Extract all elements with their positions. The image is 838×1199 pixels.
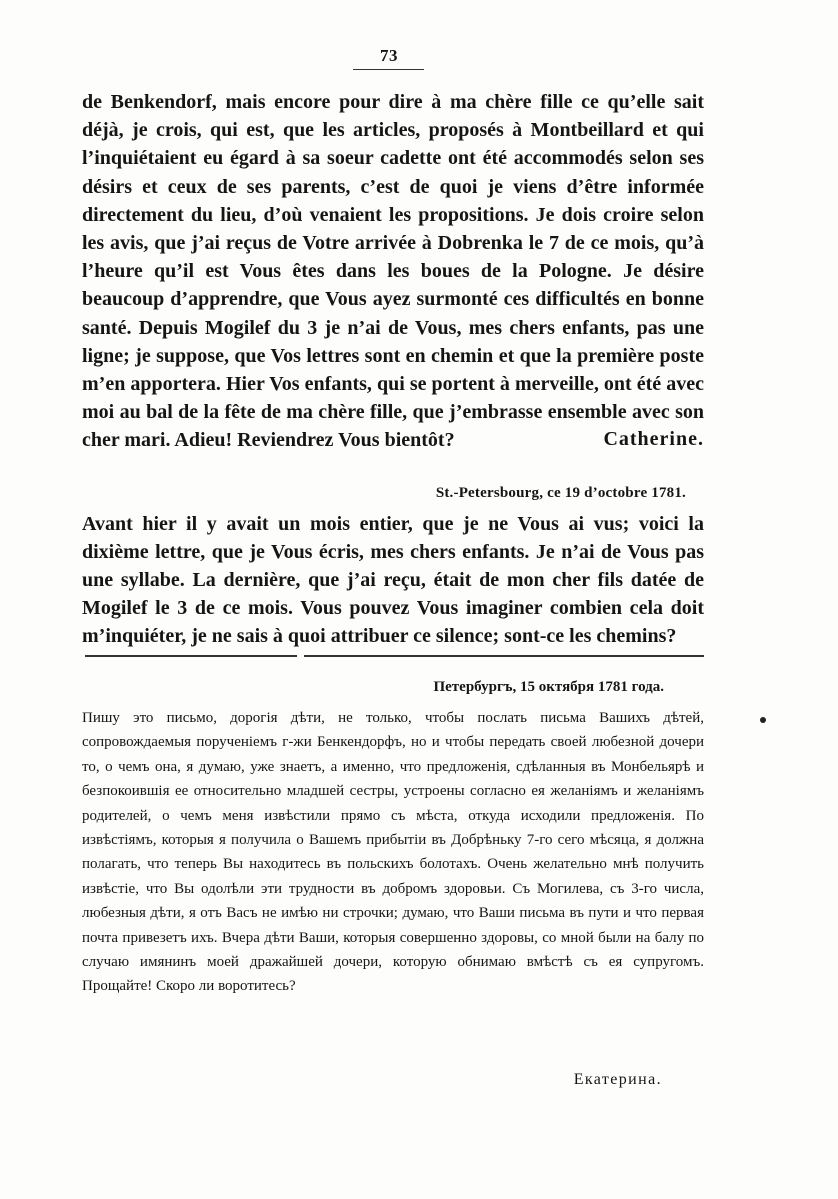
french-signature: Catherine.	[603, 428, 704, 450]
margin-dot	[760, 717, 766, 723]
page-number-rule	[353, 69, 424, 70]
russian-letter-dateline: Петербургъ, 15 октября 1781 года.	[433, 679, 664, 695]
french-letter-dateline: St.-Petersbourg, ce 19 d’octobre 1781.	[435, 485, 686, 501]
section-separator-left	[85, 655, 297, 657]
page-number: 73	[380, 46, 398, 65]
russian-letter-body: Пишу это письмо, дорогія дѣти, не только, чтобы послать письма Вашихъ дѣтей, сопровождаемыя порученіемъ г-жи Бенкендорфъ, но и чтобы передать своей любезной дочери то, о чемъ она, я думаю, уже знаетъ, а именно, что предложенія, сдѣланныя въ Монбельярѣ и безпокоившія ее относительно младшей сестры, устроены согласно ея желаніямъ и желаніямъ родителей, о чемъ меня извѣстили прямо съ мѣста, откуда исходили предложенія. По извѣстіямъ, которыя я получила о Вашемъ прибытіи въ Добрѣньку 7-го сего мѣсяца, я должна полагать, что теперь Вы находитесь въ польскихъ болотахъ. Очень желательно мнѣ получить извѣстіе, что Вы одолѣли эти трудности въ добромъ здоровьи. Съ Могилева, съ 3-го числа, любезныя дѣти, я отъ Васъ не имѣю ни строчки; думаю, что Ваши письма въ пути и что первая почта привезетъ ихъ. Вчера дѣти Ваши, которыя совершенно здоровы, со мной были на балу по случаю имянинъ моей дражайшей дочери, которую обнимаю вмѣстѣ съ ея супругомъ. Прощайте! Скоро ли воротитесь?	[82, 710, 704, 995]
russian-signature: Екатерина.	[573, 1071, 662, 1088]
french-letter-body: de Benkendorf, mais encore pour dire à ma chère fille ce qu’elle sait déjà, je crois, qui est, que les articles, proposés à Montbeillard et qui l’inquiétaient eu égard à sa soeur cadette ont été accommodés selon ses désirs et ceux de ses parents, c’est de quoi je viens d’être informée directement du lieu, d’où venaient les propositions. Je dois croire selon les avis, que j’ai reçus de Votre arrivée à Dobrenka le 7 de ce mois, qu’à l’heure qu’il est Vous êtes dans les boues de la Pologne. Je désire beaucoup d’apprendre, que Vous ayez surmonté ces difficultés en bonne santé. Depuis Mogilef du 3 je n’ai de Vous, mes chers enfants, pas une ligne; je suppose, que Vos lettres sont en chemin et que la première poste m’en apportera. Hier Vos enfants, qui se portent à merveille, ont été avec moi au bal de la fête de ma chère fille, que j’embrasse ensemble avec son cher mari. Adieu! Reviendrez Vous bientôt?	[82, 91, 704, 452]
french-letter-2-body: Avant hier il y avait un mois entier, que je ne Vous ai vus; voici la dixième lettre, que je Vous écris, mes chers enfants. Je n’ai de Vous pas une syllabe. La dernière, que j’ai reçu, était de mon cher fils datée de Mogilef le 3 de ce mois. Vous pouvez Vous imaginer combien cela doit m’inquiéter, je ne sais à quoi attribuer ce silence; sont-ce les chemins?	[82, 513, 704, 647]
section-separator-right	[304, 655, 704, 657]
